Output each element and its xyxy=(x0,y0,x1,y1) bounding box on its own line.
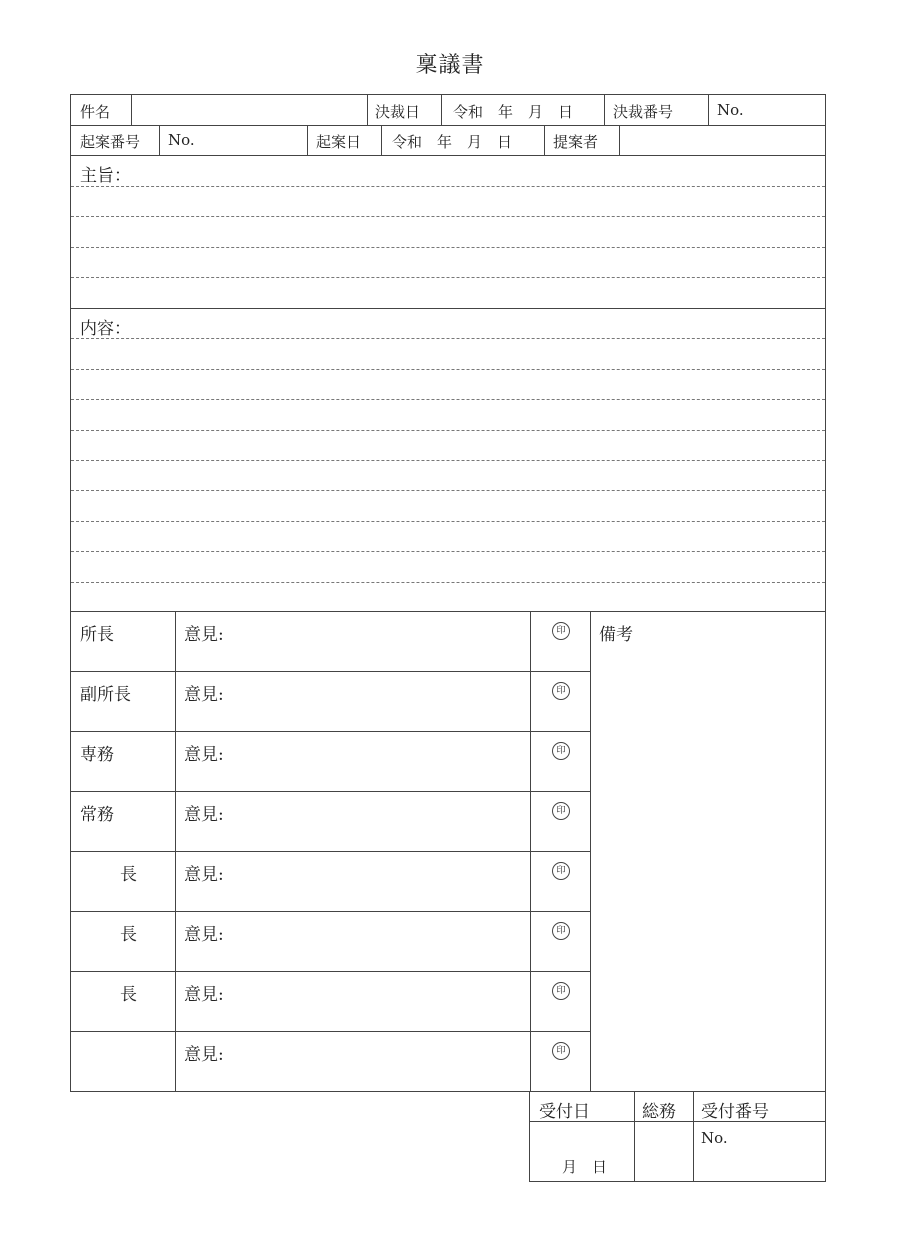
approver-role: 専務 xyxy=(80,745,114,765)
opinion-label: 意見: xyxy=(184,1045,224,1065)
seal-icon[interactable]: 印 xyxy=(552,982,570,1000)
reception-box xyxy=(529,1092,826,1182)
purpose-field[interactable] xyxy=(71,156,825,308)
approver-role: 長 xyxy=(120,985,137,1005)
received-date-label: 受付日 xyxy=(539,1102,590,1122)
remarks-label: 備考 xyxy=(599,625,633,645)
approver-role: 長 xyxy=(120,865,137,885)
subject-field[interactable] xyxy=(132,95,367,125)
opinion-label: 意見: xyxy=(184,745,224,765)
seal-icon[interactable]: 印 xyxy=(552,742,570,760)
opinion-label: 意見: xyxy=(184,865,224,885)
opinion-label: 意見: xyxy=(184,685,224,705)
proposal-form xyxy=(70,94,826,612)
reception-number-label: 受付番号 xyxy=(701,1102,769,1122)
decision-number-field[interactable]: No. xyxy=(717,101,744,119)
seal-icon[interactable]: 印 xyxy=(552,862,570,880)
general-affairs-field[interactable] xyxy=(635,1122,693,1181)
decision-number-label: 決裁番号 xyxy=(613,103,674,121)
reception-number-field[interactable]: No. xyxy=(701,1129,728,1147)
decision-date-field[interactable]: 令和 年 月 日 xyxy=(453,103,574,121)
opinion-label: 意見: xyxy=(184,805,224,825)
draft-date-label: 起案日 xyxy=(316,133,362,151)
opinion-label: 意見: xyxy=(184,925,224,945)
purpose-label: 主旨： xyxy=(80,166,131,186)
draft-date-field[interactable]: 令和 年 月 日 xyxy=(392,133,513,151)
seal-icon[interactable]: 印 xyxy=(552,1042,570,1060)
seal-icon[interactable]: 印 xyxy=(552,622,570,640)
approval-table xyxy=(70,612,826,1092)
draft-number-field[interactable]: No. xyxy=(168,131,195,149)
content-label: 内容： xyxy=(80,319,131,339)
approver-role: 副所長 xyxy=(80,685,131,705)
document-title: 稟議書 xyxy=(415,53,485,78)
general-affairs-label: 総務 xyxy=(642,1102,676,1122)
approver-role: 常務 xyxy=(80,805,114,825)
opinion-label: 意見: xyxy=(184,625,224,645)
proposer-field[interactable] xyxy=(620,125,826,155)
received-date-field[interactable]: 月 日 xyxy=(562,1158,608,1176)
seal-icon[interactable]: 印 xyxy=(552,682,570,700)
opinion-label: 意見: xyxy=(184,985,224,1005)
remarks-field[interactable] xyxy=(591,612,825,1091)
proposer-label: 提案者 xyxy=(553,133,599,151)
approver-role: 長 xyxy=(120,925,137,945)
subject-label: 件名 xyxy=(80,103,111,121)
draft-number-label: 起案番号 xyxy=(80,133,141,151)
approver-role: 所長 xyxy=(80,625,114,645)
decision-date-label: 決裁日 xyxy=(375,103,421,121)
seal-icon[interactable]: 印 xyxy=(552,802,570,820)
seal-icon[interactable]: 印 xyxy=(552,922,570,940)
